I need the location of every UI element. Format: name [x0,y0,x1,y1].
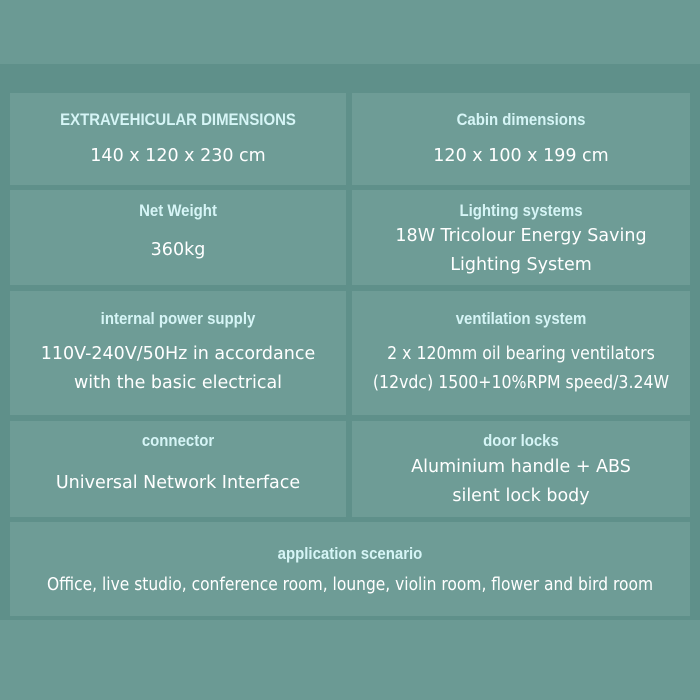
spec-value: Aluminium handle + ABS [411,457,631,477]
spec-value: 110V-240V/50Hz in accordance [40,344,316,364]
spec-label: Cabin dimensions [456,110,586,129]
spec-label: ventilation system [455,309,587,328]
spec-label: internal power supply [100,309,256,328]
spec-value: 2 x 120mm oil bearing ventilators [387,344,655,364]
spec-label: connector [141,431,215,450]
spec-cell-internal-power-supply [10,291,346,415]
bottom-band [0,620,700,700]
spec-value: 140 x 120 x 230 cm [90,146,266,166]
spec-cell-net-weight [10,190,346,285]
spec-cell-cabin-dimensions [352,93,690,185]
spec-value: Lighting System [450,255,592,275]
top-band [0,0,700,64]
spec-value: Universal Network Interface [55,473,301,493]
spec-label: EXTRAVEHICULAR DIMENSIONS [60,110,296,129]
spec-cell-door-locks [352,421,690,517]
spec-value: silent lock body [452,486,590,506]
spec-value: 18W Tricolour Energy Saving [395,226,647,246]
spec-cell-lighting-systems [352,190,690,285]
spec-value: (12vdc) 1500+10%RPM speed/3.24W [372,373,670,393]
spec-label: door locks [483,431,559,450]
spec-value: 360kg [150,240,206,260]
spec-cell-application-scenario [10,522,690,616]
spec-value: with the basic electrical [73,373,283,393]
spec-label: Lighting systems [459,201,583,220]
spec-value: 120 x 100 x 199 cm [433,146,609,166]
spec-label: Net Weight [139,201,217,220]
spec-cell-ventilation-system [352,291,690,415]
application-text: Office, live studio, conference room, lounge, violin room, flower and bird room [46,574,654,595]
spec-cell-extravehicular-dimensions [10,93,346,185]
application-label: application scenario [277,544,423,563]
spec-cell-connector [10,421,346,517]
